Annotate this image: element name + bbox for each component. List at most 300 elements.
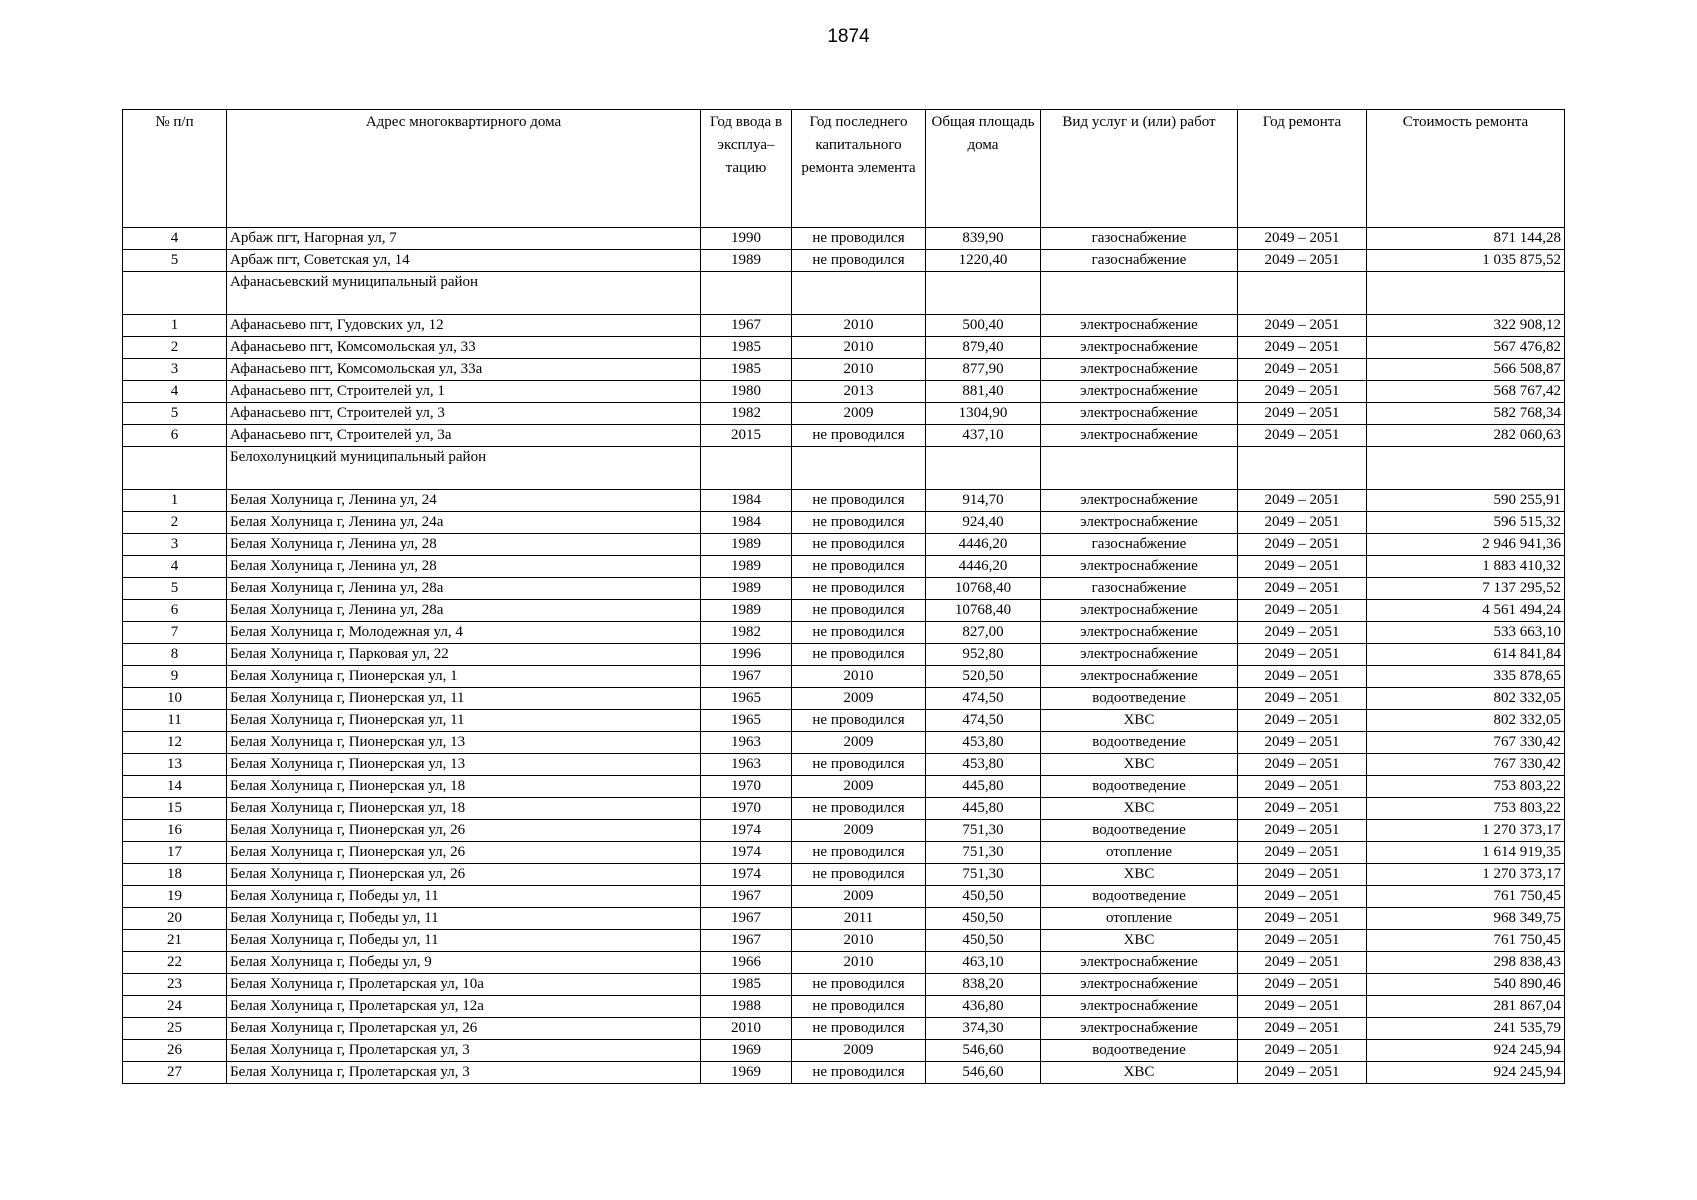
commission-year-cell: 1970 (701, 776, 792, 798)
address-cell: Белая Холуница г, Молодежная ул, 4 (227, 622, 701, 644)
row-number-cell: 4 (123, 381, 227, 403)
last-repair-cell: 2009 (792, 820, 926, 842)
last-repair-cell: 2009 (792, 688, 926, 710)
repair-year-cell: 2049 – 2051 (1238, 820, 1367, 842)
row-number-cell: 8 (123, 644, 227, 666)
address-cell: Белая Холуница г, Пионерская ул, 18 (227, 798, 701, 820)
section-title: Афанасьевский муниципальный район (227, 272, 701, 315)
area-cell: 1220,40 (926, 250, 1041, 272)
last-repair-cell: не проводился (792, 644, 926, 666)
last-repair-cell: не проводился (792, 710, 926, 732)
commission-year-cell: 1989 (701, 578, 792, 600)
table-row (123, 556, 1565, 578)
table-row (123, 688, 1565, 710)
repair-cost-cell: 802 332,05 (1367, 688, 1565, 710)
repair-year-cell: 2049 – 2051 (1238, 622, 1367, 644)
row-number-cell: 18 (123, 864, 227, 886)
repair-cost-cell: 1 270 373,17 (1367, 820, 1565, 842)
repair-year-cell: 2049 – 2051 (1238, 908, 1367, 930)
service-type-cell: электроснабжение (1041, 381, 1238, 403)
commission-year-cell: 1966 (701, 952, 792, 974)
repair-year-cell: 2049 – 2051 (1238, 1018, 1367, 1040)
section-row (123, 272, 1565, 315)
address-cell: Белая Холуница г, Пролетарская ул, 3 (227, 1040, 701, 1062)
row-number-cell: 2 (123, 512, 227, 534)
area-cell: 952,80 (926, 644, 1041, 666)
last-repair-cell: 2009 (792, 1040, 926, 1062)
header-repair-year: Год ремонта (1238, 110, 1367, 228)
row-number-cell: 4 (123, 228, 227, 250)
address-cell: Белая Холуница г, Пионерская ул, 18 (227, 776, 701, 798)
section-title: Белохолуницкий муниципальный район (227, 447, 701, 490)
address-cell: Белая Холуница г, Пионерская ул, 11 (227, 688, 701, 710)
last-repair-cell: 2010 (792, 337, 926, 359)
table-row (123, 842, 1565, 864)
repair-cost-cell: 540 890,46 (1367, 974, 1565, 996)
area-cell: 474,50 (926, 688, 1041, 710)
row-number-cell: 11 (123, 710, 227, 732)
address-cell: Белая Холуница г, Победы ул, 9 (227, 952, 701, 974)
address-cell: Белая Холуница г, Пионерская ул, 13 (227, 754, 701, 776)
last-repair-cell: не проводился (792, 974, 926, 996)
commission-year-cell: 1967 (701, 886, 792, 908)
repair-cost-cell: 282 060,63 (1367, 425, 1565, 447)
commission-year-cell: 1974 (701, 864, 792, 886)
address-cell: Афанасьево пгт, Строителей ул, 3а (227, 425, 701, 447)
repair-year-cell: 2049 – 2051 (1238, 842, 1367, 864)
service-type-cell: ХВС (1041, 930, 1238, 952)
service-type-cell: водоотведение (1041, 886, 1238, 908)
row-number-cell: 14 (123, 776, 227, 798)
commission-year-cell: 1985 (701, 337, 792, 359)
commission-year-cell: 1965 (701, 710, 792, 732)
row-number-cell: 6 (123, 600, 227, 622)
service-type-cell: водоотведение (1041, 688, 1238, 710)
address-cell: Белая Холуница г, Пионерская ул, 11 (227, 710, 701, 732)
commission-year-cell: 1988 (701, 996, 792, 1018)
service-type-cell: электроснабжение (1041, 996, 1238, 1018)
area-cell: 1304,90 (926, 403, 1041, 425)
table-row (123, 578, 1565, 600)
area-cell: 445,80 (926, 776, 1041, 798)
area-cell: 500,40 (926, 315, 1041, 337)
commission-year-cell: 1984 (701, 490, 792, 512)
repair-cost-cell: 567 476,82 (1367, 337, 1565, 359)
table-header (123, 110, 1565, 228)
table-row (123, 381, 1565, 403)
repair-cost-cell: 2 946 941,36 (1367, 534, 1565, 556)
table-row (123, 600, 1565, 622)
last-repair-cell: не проводился (792, 996, 926, 1018)
empty-cell (792, 447, 926, 490)
table-row (123, 974, 1565, 996)
repair-cost-cell: 533 663,10 (1367, 622, 1565, 644)
repair-cost-cell: 767 330,42 (1367, 754, 1565, 776)
area-cell: 450,50 (926, 886, 1041, 908)
row-number-cell: 21 (123, 930, 227, 952)
last-repair-cell: 2011 (792, 908, 926, 930)
table-row (123, 403, 1565, 425)
empty-cell (701, 272, 792, 315)
table-row (123, 644, 1565, 666)
row-number-cell: 16 (123, 820, 227, 842)
repair-year-cell: 2049 – 2051 (1238, 776, 1367, 798)
table-row (123, 666, 1565, 688)
commission-year-cell: 1965 (701, 688, 792, 710)
address-cell: Афанасьево пгт, Строителей ул, 3 (227, 403, 701, 425)
table-row (123, 820, 1565, 842)
address-cell: Белая Холуница г, Пионерская ул, 26 (227, 820, 701, 842)
row-number-cell: 6 (123, 425, 227, 447)
repair-year-cell: 2049 – 2051 (1238, 1062, 1367, 1084)
last-repair-cell: не проводился (792, 1062, 926, 1084)
last-repair-cell: не проводился (792, 425, 926, 447)
commission-year-cell: 1963 (701, 754, 792, 776)
repair-year-cell: 2049 – 2051 (1238, 644, 1367, 666)
last-repair-cell: не проводился (792, 512, 926, 534)
last-repair-cell: не проводился (792, 1018, 926, 1040)
repair-cost-cell: 241 535,79 (1367, 1018, 1565, 1040)
address-cell: Афанасьево пгт, Комсомольская ул, 33а (227, 359, 701, 381)
row-number-cell: 9 (123, 666, 227, 688)
service-type-cell: электроснабжение (1041, 622, 1238, 644)
last-repair-cell: 2010 (792, 359, 926, 381)
service-type-cell: ХВС (1041, 1062, 1238, 1084)
table-row (123, 908, 1565, 930)
empty-cell (1238, 447, 1367, 490)
service-type-cell: электроснабжение (1041, 644, 1238, 666)
service-type-cell: электроснабжение (1041, 952, 1238, 974)
service-type-cell: ХВС (1041, 798, 1238, 820)
table-row (123, 1062, 1565, 1084)
area-cell: 546,60 (926, 1062, 1041, 1084)
address-cell: Белая Холуница г, Ленина ул, 24а (227, 512, 701, 534)
area-cell: 374,30 (926, 1018, 1041, 1040)
repair-year-cell: 2049 – 2051 (1238, 930, 1367, 952)
repair-cost-cell: 761 750,45 (1367, 886, 1565, 908)
service-type-cell: электроснабжение (1041, 666, 1238, 688)
service-type-cell: водоотведение (1041, 776, 1238, 798)
commission-year-cell: 2010 (701, 1018, 792, 1040)
repair-cost-cell: 281 867,04 (1367, 996, 1565, 1018)
area-cell: 453,80 (926, 732, 1041, 754)
row-number-cell: 23 (123, 974, 227, 996)
repair-cost-cell: 753 803,22 (1367, 798, 1565, 820)
repair-year-cell: 2049 – 2051 (1238, 600, 1367, 622)
address-cell: Белая Холуница г, Ленина ул, 28а (227, 600, 701, 622)
area-cell: 437,10 (926, 425, 1041, 447)
repair-cost-cell: 753 803,22 (1367, 776, 1565, 798)
area-cell: 4446,20 (926, 534, 1041, 556)
table-row (123, 710, 1565, 732)
last-repair-cell: 2009 (792, 732, 926, 754)
service-type-cell: электроснабжение (1041, 403, 1238, 425)
last-repair-cell: не проводился (792, 798, 926, 820)
last-repair-cell: не проводился (792, 250, 926, 272)
area-cell: 838,20 (926, 974, 1041, 996)
service-type-cell: электроснабжение (1041, 600, 1238, 622)
area-cell: 881,40 (926, 381, 1041, 403)
row-number-cell: 27 (123, 1062, 227, 1084)
header-address: Адрес многоквартирного дома (227, 110, 701, 228)
last-repair-cell: не проводился (792, 842, 926, 864)
commission-year-cell: 1989 (701, 534, 792, 556)
table-row (123, 864, 1565, 886)
row-number-cell: 25 (123, 1018, 227, 1040)
service-type-cell: водоотведение (1041, 1040, 1238, 1062)
area-cell: 463,10 (926, 952, 1041, 974)
repair-year-cell: 2049 – 2051 (1238, 556, 1367, 578)
repair-year-cell: 2049 – 2051 (1238, 359, 1367, 381)
address-cell: Белая Холуница г, Ленина ул, 24 (227, 490, 701, 512)
area-cell: 450,50 (926, 908, 1041, 930)
service-type-cell: газоснабжение (1041, 228, 1238, 250)
repair-cost-cell: 871 144,28 (1367, 228, 1565, 250)
commission-year-cell: 1967 (701, 930, 792, 952)
repair-year-cell: 2049 – 2051 (1238, 798, 1367, 820)
repair-cost-cell: 4 561 494,24 (1367, 600, 1565, 622)
commission-year-cell: 1967 (701, 666, 792, 688)
repair-cost-cell: 335 878,65 (1367, 666, 1565, 688)
commission-year-cell: 1980 (701, 381, 792, 403)
last-repair-cell: не проводился (792, 534, 926, 556)
repair-cost-cell: 968 349,75 (1367, 908, 1565, 930)
service-type-cell: электроснабжение (1041, 1018, 1238, 1040)
table-row (123, 359, 1565, 381)
service-type-cell: электроснабжение (1041, 974, 1238, 996)
last-repair-cell: 2010 (792, 315, 926, 337)
address-cell: Белая Холуница г, Ленина ул, 28 (227, 534, 701, 556)
repair-cost-cell: 614 841,84 (1367, 644, 1565, 666)
area-cell: 877,90 (926, 359, 1041, 381)
commission-year-cell: 1982 (701, 403, 792, 425)
service-type-cell: газоснабжение (1041, 250, 1238, 272)
row-number-cell: 15 (123, 798, 227, 820)
table-row (123, 732, 1565, 754)
empty-cell (123, 447, 227, 490)
header-total-area: Общая площадь дома (926, 110, 1041, 228)
commission-year-cell: 2015 (701, 425, 792, 447)
repair-cost-cell: 568 767,42 (1367, 381, 1565, 403)
table-row (123, 425, 1565, 447)
row-number-cell: 5 (123, 403, 227, 425)
repair-cost-cell: 566 508,87 (1367, 359, 1565, 381)
commission-year-cell: 1963 (701, 732, 792, 754)
row-number-cell: 3 (123, 534, 227, 556)
service-type-cell: электроснабжение (1041, 490, 1238, 512)
table-row (123, 512, 1565, 534)
area-cell: 474,50 (926, 710, 1041, 732)
service-type-cell: отопление (1041, 908, 1238, 930)
service-type-cell: электроснабжение (1041, 359, 1238, 381)
empty-cell (1238, 272, 1367, 315)
table-row (123, 337, 1565, 359)
address-cell: Белая Холуница г, Пролетарская ул, 10а (227, 974, 701, 996)
area-cell: 453,80 (926, 754, 1041, 776)
area-cell: 751,30 (926, 820, 1041, 842)
repair-cost-cell: 1 270 373,17 (1367, 864, 1565, 886)
address-cell: Белая Холуница г, Победы ул, 11 (227, 930, 701, 952)
commission-year-cell: 1982 (701, 622, 792, 644)
repair-year-cell: 2049 – 2051 (1238, 886, 1367, 908)
table-row (123, 776, 1565, 798)
row-number-cell: 24 (123, 996, 227, 1018)
repair-year-cell: 2049 – 2051 (1238, 710, 1367, 732)
repair-year-cell: 2049 – 2051 (1238, 490, 1367, 512)
area-cell: 10768,40 (926, 578, 1041, 600)
address-cell: Белая Холуница г, Ленина ул, 28а (227, 578, 701, 600)
address-cell: Афанасьево пгт, Гудовских ул, 12 (227, 315, 701, 337)
row-number-cell: 26 (123, 1040, 227, 1062)
area-cell: 839,90 (926, 228, 1041, 250)
area-cell: 10768,40 (926, 600, 1041, 622)
last-repair-cell: 2010 (792, 952, 926, 974)
header-repair-cost: Стоимость ремонта (1367, 110, 1565, 228)
commission-year-cell: 1967 (701, 908, 792, 930)
table-row (123, 490, 1565, 512)
area-cell: 751,30 (926, 864, 1041, 886)
last-repair-cell: 2010 (792, 930, 926, 952)
empty-cell (701, 447, 792, 490)
empty-cell (926, 272, 1041, 315)
address-cell: Арбаж пгт, Советская ул, 14 (227, 250, 701, 272)
address-cell: Белая Холуница г, Пролетарская ул, 26 (227, 1018, 701, 1040)
address-cell: Белая Холуница г, Пролетарская ул, 12а (227, 996, 701, 1018)
repair-year-cell: 2049 – 2051 (1238, 754, 1367, 776)
commission-year-cell: 1985 (701, 974, 792, 996)
address-cell: Белая Холуница г, Пионерская ул, 13 (227, 732, 701, 754)
area-cell: 4446,20 (926, 556, 1041, 578)
row-number-cell: 1 (123, 315, 227, 337)
repair-registry-table (122, 109, 1565, 1084)
area-cell: 445,80 (926, 798, 1041, 820)
commission-year-cell: 1967 (701, 315, 792, 337)
repair-year-cell: 2049 – 2051 (1238, 688, 1367, 710)
row-number-cell: 3 (123, 359, 227, 381)
table-row (123, 1040, 1565, 1062)
service-type-cell: водоотведение (1041, 820, 1238, 842)
last-repair-cell: 2009 (792, 403, 926, 425)
table-body (123, 228, 1565, 1084)
repair-year-cell: 2049 – 2051 (1238, 578, 1367, 600)
repair-year-cell: 2049 – 2051 (1238, 864, 1367, 886)
repair-cost-cell: 802 332,05 (1367, 710, 1565, 732)
repair-year-cell: 2049 – 2051 (1238, 996, 1367, 1018)
area-cell: 546,60 (926, 1040, 1041, 1062)
area-cell: 924,40 (926, 512, 1041, 534)
service-type-cell: газоснабжение (1041, 534, 1238, 556)
repair-cost-cell: 767 330,42 (1367, 732, 1565, 754)
header-service-type: Вид услуг и (или) работ (1041, 110, 1238, 228)
repair-year-cell: 2049 – 2051 (1238, 403, 1367, 425)
header-last-repair-year: Год последнего капитального ремонта элемента (792, 110, 926, 228)
last-repair-cell: не проводился (792, 578, 926, 600)
service-type-cell: электроснабжение (1041, 337, 1238, 359)
table-row (123, 996, 1565, 1018)
area-cell: 914,70 (926, 490, 1041, 512)
last-repair-cell: не проводился (792, 490, 926, 512)
empty-cell (926, 447, 1041, 490)
row-number-cell: 2 (123, 337, 227, 359)
address-cell: Белая Холуница г, Пионерская ул, 26 (227, 842, 701, 864)
service-type-cell: ХВС (1041, 864, 1238, 886)
table-row (123, 315, 1565, 337)
header-row-number: № п/п (123, 110, 227, 228)
row-number-cell: 22 (123, 952, 227, 974)
row-number-cell: 13 (123, 754, 227, 776)
table-row (123, 930, 1565, 952)
row-number-cell: 7 (123, 622, 227, 644)
address-cell: Белая Холуница г, Победы ул, 11 (227, 886, 701, 908)
service-type-cell: газоснабжение (1041, 578, 1238, 600)
commission-year-cell: 1989 (701, 556, 792, 578)
area-cell: 751,30 (926, 842, 1041, 864)
last-repair-cell: 2013 (792, 381, 926, 403)
repair-year-cell: 2049 – 2051 (1238, 425, 1367, 447)
row-number-cell: 4 (123, 556, 227, 578)
last-repair-cell: не проводился (792, 754, 926, 776)
commission-year-cell: 1985 (701, 359, 792, 381)
table-row (123, 952, 1565, 974)
repair-cost-cell: 590 255,91 (1367, 490, 1565, 512)
repair-cost-cell: 761 750,45 (1367, 930, 1565, 952)
empty-cell (1041, 447, 1238, 490)
table-row (123, 886, 1565, 908)
repair-cost-cell: 1 614 919,35 (1367, 842, 1565, 864)
last-repair-cell: не проводился (792, 556, 926, 578)
area-cell: 827,00 (926, 622, 1041, 644)
table-row (123, 250, 1565, 272)
repair-cost-cell: 7 137 295,52 (1367, 578, 1565, 600)
row-number-cell: 1 (123, 490, 227, 512)
empty-cell (1367, 447, 1565, 490)
commission-year-cell: 1969 (701, 1062, 792, 1084)
area-cell: 450,50 (926, 930, 1041, 952)
row-number-cell: 5 (123, 578, 227, 600)
repair-year-cell: 2049 – 2051 (1238, 952, 1367, 974)
repair-cost-cell: 924 245,94 (1367, 1062, 1565, 1084)
service-type-cell: ХВС (1041, 710, 1238, 732)
commission-year-cell: 1996 (701, 644, 792, 666)
address-cell: Белая Холуница г, Пионерская ул, 26 (227, 864, 701, 886)
address-cell: Белая Холуница г, Победы ул, 11 (227, 908, 701, 930)
last-repair-cell: не проводился (792, 864, 926, 886)
repair-year-cell: 2049 – 2051 (1238, 315, 1367, 337)
row-number-cell: 10 (123, 688, 227, 710)
page-number: 1874 (827, 26, 870, 47)
commission-year-cell: 1974 (701, 820, 792, 842)
last-repair-cell: 2010 (792, 666, 926, 688)
repair-cost-cell: 322 908,12 (1367, 315, 1565, 337)
table-row (123, 1018, 1565, 1040)
table-row (123, 622, 1565, 644)
row-number-cell: 19 (123, 886, 227, 908)
repair-year-cell: 2049 – 2051 (1238, 228, 1367, 250)
commission-year-cell: 1969 (701, 1040, 792, 1062)
last-repair-cell: не проводился (792, 228, 926, 250)
repair-year-cell: 2049 – 2051 (1238, 337, 1367, 359)
commission-year-cell: 1974 (701, 842, 792, 864)
repair-cost-cell: 596 515,32 (1367, 512, 1565, 534)
address-cell: Белая Холуница г, Парковая ул, 22 (227, 644, 701, 666)
repair-year-cell: 2049 – 2051 (1238, 732, 1367, 754)
table-row (123, 228, 1565, 250)
repair-year-cell: 2049 – 2051 (1238, 381, 1367, 403)
address-cell: Белая Холуница г, Ленина ул, 28 (227, 556, 701, 578)
repair-year-cell: 2049 – 2051 (1238, 1040, 1367, 1062)
commission-year-cell: 1989 (701, 250, 792, 272)
service-type-cell: отопление (1041, 842, 1238, 864)
